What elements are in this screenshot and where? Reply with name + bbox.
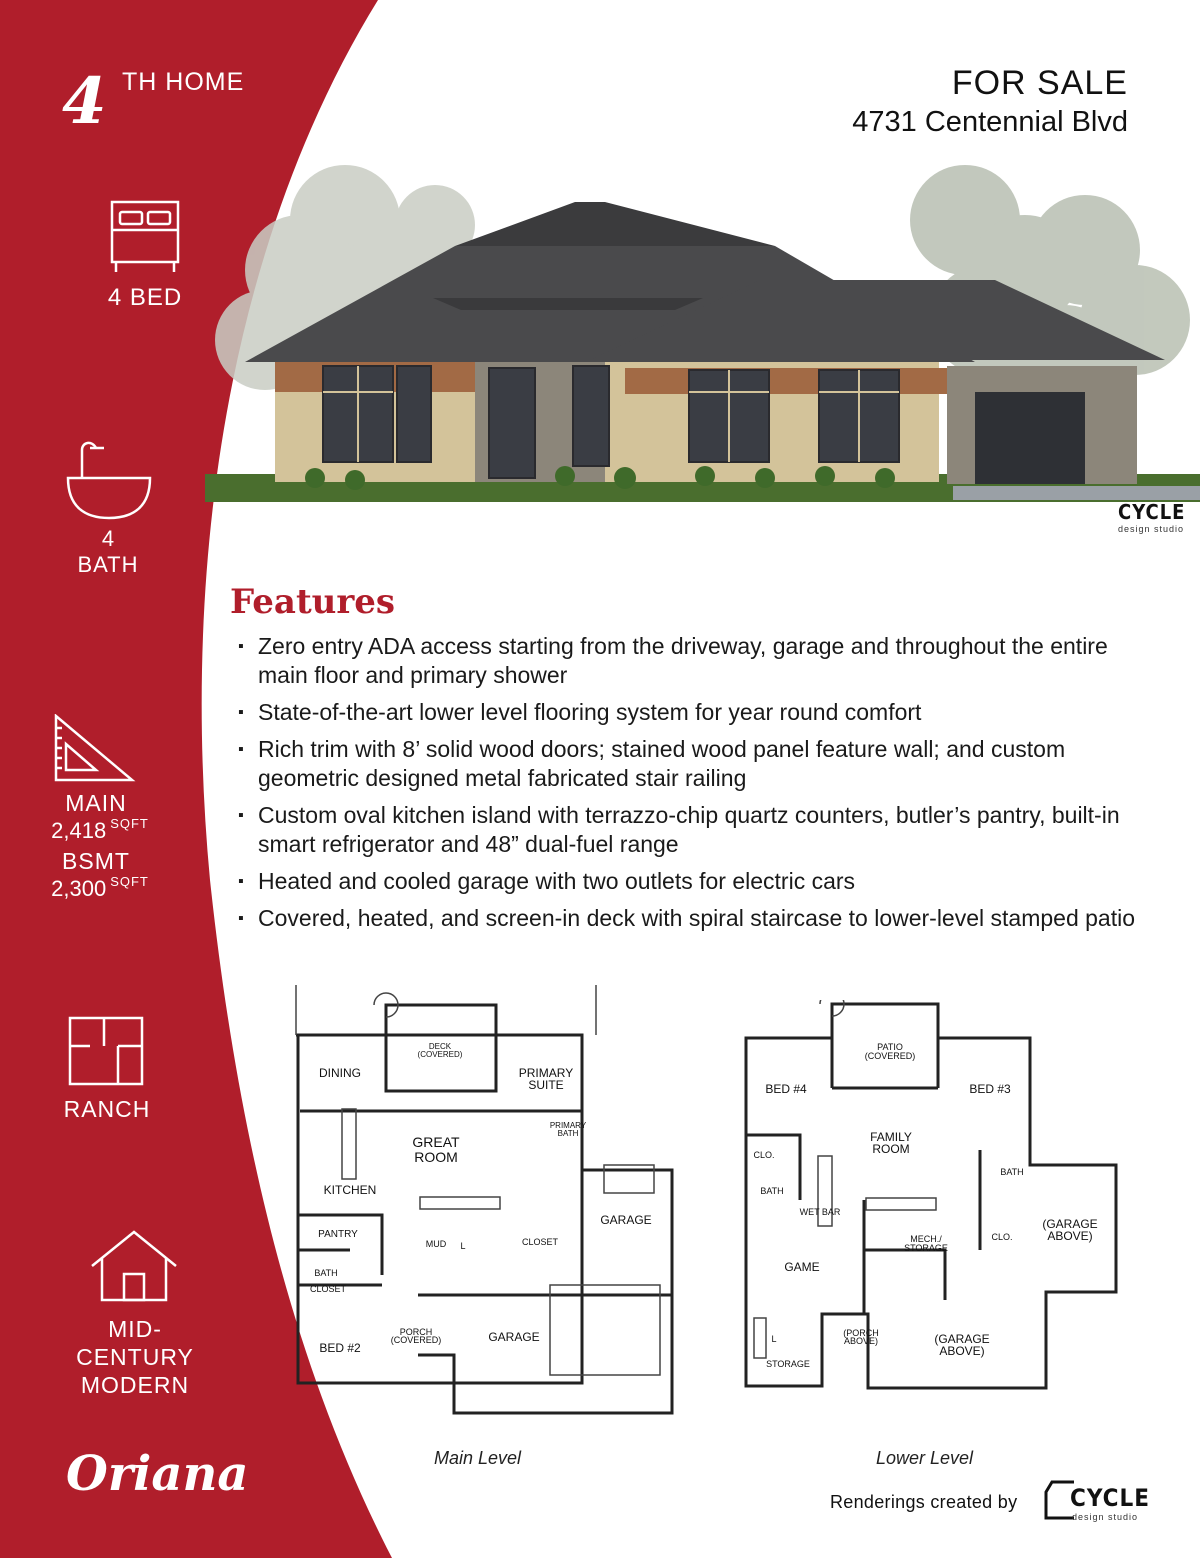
fp-lower-storage: STORAGE xyxy=(766,1359,810,1369)
fp-main-porch: PORCH xyxy=(399,1327,433,1337)
listing-address: 4731 Centennial Blvd xyxy=(852,106,1128,138)
fp-lower-bed4: BED #4 xyxy=(765,1082,807,1096)
feature-item: ▪ Custom oval kitchen island with terrazzo-chip quartz counters, butler’s pantry, built-in smart refrigerator and 48” dual-fuel range xyxy=(238,801,1138,859)
style-label: RANCH xyxy=(63,1096,151,1122)
bathtub-icon xyxy=(64,436,154,522)
home-suffix: TH HOME xyxy=(122,68,245,96)
floorplan-icon xyxy=(68,1016,144,1086)
fp-lower-patio-sub: (COVERED) xyxy=(864,1051,916,1061)
main-level-caption: Main Level xyxy=(434,1448,522,1468)
fp-lower-patio: PATIO xyxy=(877,1042,903,1052)
fp-main-closet-small: CLOSET xyxy=(309,1284,347,1294)
fp-lower-garage-above-1: (GARAGE xyxy=(1042,1217,1098,1231)
features-list xyxy=(238,632,1138,941)
fp-main-deck-sub: (COVERED) xyxy=(417,1050,463,1059)
feature-item: ▪ Heated and cooled garage with two outlets for electric cars xyxy=(238,867,1138,896)
type-line2: CENTURY xyxy=(76,1344,194,1370)
fp-main-pantry: PANTRY xyxy=(318,1229,358,1240)
fp-main-porch-sub: (COVERED) xyxy=(390,1335,442,1345)
bed-count: 4 BED xyxy=(107,284,183,311)
rendering-studio-sub: design studio xyxy=(1118,524,1185,534)
fp-main-primary-suite-1: PRIMARY xyxy=(518,1066,574,1080)
type-line1: MID- xyxy=(108,1316,162,1342)
fp-lower-family-room-1: FAMILY xyxy=(870,1130,912,1144)
fp-lower-wet-bar: WET BAR xyxy=(799,1207,841,1217)
fp-lower-bed3: BED #3 xyxy=(969,1082,1011,1096)
footer-brand-sub: design studio xyxy=(1072,1512,1139,1522)
bsmt-sqft-row xyxy=(30,876,170,902)
house-icon xyxy=(88,1228,180,1304)
fp-main-laundry: L xyxy=(460,1241,466,1251)
lower-level-floorplan xyxy=(740,1000,1130,1390)
rendering-credit: Renderings created by xyxy=(830,1492,1018,1512)
fp-main-garage-lower: GARAGE xyxy=(488,1330,540,1344)
fp-lower-porch-above-2: ABOVE) xyxy=(843,1336,879,1346)
fp-lower-bath-right: BATH xyxy=(1000,1167,1024,1177)
main-level-floorplan xyxy=(290,985,690,1415)
rendering-studio-brand: CYCLE xyxy=(1118,500,1186,524)
fp-main-mud: MUD xyxy=(425,1239,447,1249)
fp-main-bed2: BED #2 xyxy=(319,1341,361,1355)
home-number: 4 xyxy=(62,64,107,139)
fp-main-primary-suite-2: SUITE xyxy=(528,1078,564,1092)
fp-lower-porch-above-1: (PORCH xyxy=(843,1328,879,1338)
fp-lower-laundry: L xyxy=(771,1334,777,1344)
bath-count: 4 xyxy=(101,526,115,551)
main-sqft: 2,418 xyxy=(51,818,107,843)
bed-icon xyxy=(106,200,184,276)
main-sqft-unit: SQFT xyxy=(110,816,149,831)
type-line3: MODERN xyxy=(80,1372,190,1398)
features-title: Features xyxy=(230,582,396,622)
bsmt-label: BSMT xyxy=(62,848,130,874)
fp-main-bath: BATH xyxy=(314,1268,338,1278)
fp-main-primary-bath-2: BATH xyxy=(557,1129,579,1138)
triangle-ruler-icon xyxy=(52,714,136,782)
main-label: MAIN xyxy=(65,790,127,816)
feature-item: ▪ State-of-the-art lower level flooring system for year round comfort xyxy=(238,698,1138,727)
fp-lower-garage-above-4: ABOVE) xyxy=(939,1344,985,1358)
fp-main-primary-bath-1: PRIMARY xyxy=(549,1121,587,1130)
fp-lower-game: GAME xyxy=(784,1260,820,1274)
fp-main-garage-upper: GARAGE xyxy=(600,1213,652,1227)
fp-main-great-room-2: ROOM xyxy=(414,1149,458,1165)
fp-lower-family-room-2: ROOM xyxy=(872,1142,910,1156)
listing-status: FOR SALE xyxy=(951,64,1128,102)
fp-lower-garage-above-2: ABOVE) xyxy=(1047,1229,1093,1243)
fp-main-great-room-1: GREAT xyxy=(412,1134,460,1150)
oriana-logo: Oriana xyxy=(66,1446,249,1502)
bsmt-sqft-unit: SQFT xyxy=(110,874,149,889)
lower-level-caption: Lower Level xyxy=(876,1448,974,1468)
feature-item: ▪ Covered, heated, and screen-in deck with spiral staircase to lower-level stamped patio xyxy=(238,904,1138,933)
bsmt-sqft: 2,300 xyxy=(51,876,107,901)
feature-item: ▪ Zero entry ADA access starting from the driveway, garage and throughout the entire main floor and primary shower xyxy=(238,632,1138,690)
fp-main-dining: DINING xyxy=(319,1066,361,1080)
house-rendering xyxy=(205,130,1200,540)
fp-lower-clo-left: CLO. xyxy=(753,1150,775,1160)
fp-lower-mech-1: MECH./ xyxy=(910,1234,942,1244)
fp-lower-clo-right: CLO. xyxy=(991,1232,1013,1242)
fp-lower-garage-above-3: (GARAGE xyxy=(934,1332,990,1346)
fp-main-kitchen: KITCHEN xyxy=(323,1183,377,1197)
feature-item: ▪ Rich trim with 8’ solid wood doors; stained wood panel feature wall; and custom geometric designed metal fabricated stair railing xyxy=(238,735,1138,793)
footer-brand: CYCLE xyxy=(1070,1484,1150,1512)
main-sqft-row xyxy=(30,818,170,844)
fp-lower-mech-2: STORAGE xyxy=(904,1243,948,1253)
fp-lower-bath-left: BATH xyxy=(760,1186,784,1196)
fp-main-deck: DECK xyxy=(428,1042,452,1051)
bath-label: BATH xyxy=(77,552,139,577)
fp-main-closet: CLOSET xyxy=(521,1237,559,1247)
